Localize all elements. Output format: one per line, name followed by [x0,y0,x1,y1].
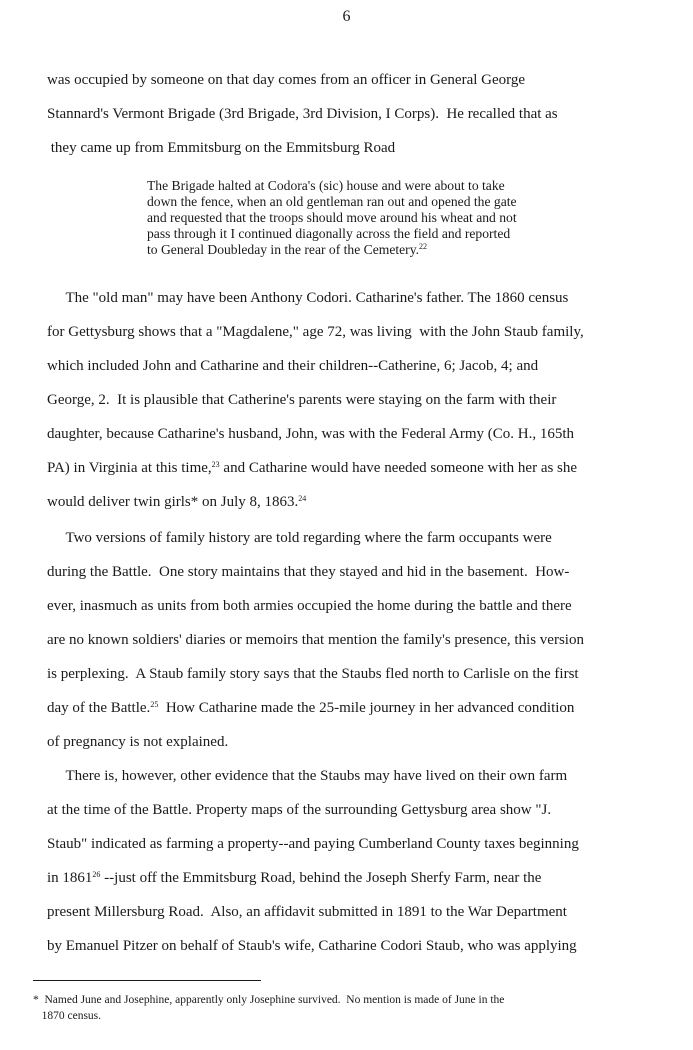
body-line: would deliver twin girls* on July 8, 1863.24 [47,494,307,510]
quote-line: pass through it I continued diagonally across the field and reported [147,226,511,241]
body-line: during the Battle. One story maintains that they stayed and hid in the basement. How- [47,564,570,580]
footnote-ref: 24 [298,494,307,503]
body-line: by Emanuel Pitzer on behalf of Staub's wife, Catharine Codori Staub, who was applying [47,938,577,954]
body-line: Stannard's Vermont Brigade (3rd Brigade, 3rd Division, I Corps). He recalled that as [47,106,558,122]
quote-line: The Brigade halted at Codora's (sic) house and were about to take [147,178,505,193]
body-line: Two versions of family history are told regarding where the farm occupants were [47,530,552,546]
body-line: There is, however, other evidence that the Staubs may have lived on their own farm [47,768,568,784]
body-line: for Gettysburg shows that a "Magdalene," age 72, was living with the John Staub family, [47,324,584,340]
body-line: George, 2. It is plausible that Catherine's parents were staying on the farm with their [47,392,557,408]
body-line: PA) in Virginia at this time,$^{23}$ and Catharine would have needed someone with her as she [47,460,578,476]
body-line: is perplexing. A Staub family story says that the Staubs fled north to Carlisle on the first [47,666,579,682]
quote-line: to General Doubleday in the rear of the Cemetery.$^{22}$ [147,242,428,257]
body-line: day of the Battle.$^{25}$ How Catharine made the 25-mile journey in her advanced condition [47,700,575,716]
body-line: in 1861$^{26}$ --just off the Emmitsburg Road, behind the Joseph Sherfy Farm, near the [47,870,542,886]
body-line: they came up from Emmitsburg on the Emmitsburg Road [47,140,396,156]
footnote-ref: 25 [150,700,159,709]
footnote-ref: 23 [211,460,220,469]
body-line: are no known soldiers' diaries or memoirs that mention the family's presence, this version [47,632,584,648]
body-line: which included John and Catharine and their children--Catherine, 6; Jacob, 4; and [47,358,539,374]
quote-line: down the fence, when an old gentleman ran out and opened the gate [147,194,517,209]
body-line: ever, inasmuch as units from both armies occupied the home during the battle and there [47,598,572,614]
footnote-line: * Named June and Josephine, apparently only Josephine survived. No mention is made of June in the [33,994,505,1006]
page-number: 6 [342,8,351,25]
body-line: was occupied by someone on that day comes from an officer in General George [47,72,526,88]
body-line: at the time of the Battle. Property maps of the surrounding Gettysburg area show "J. [47,802,552,818]
footnote-line: 1870 census. [33,1010,102,1022]
footnote-ref: 26 [92,870,101,879]
body-line: of pregnancy is not explained. [47,734,229,750]
footnote-rule [33,980,261,981]
body-line: The "old man" may have been Anthony Codori. Catharine's father. The 1860 census [47,290,569,306]
body-line: Staub" indicated as farming a property--and paying Cumberland County taxes beginning [47,836,579,852]
body-line: present Millersburg Road. Also, an affidavit submitted in 1891 to the War Department [47,904,567,920]
footnote-ref: 22 [419,242,428,251]
body-line: daughter, because Catharine's husband, John, was with the Federal Army (Co. H., 165th [47,426,574,442]
quote-line: and requested that the troops should move around his wheat and not [147,210,517,225]
